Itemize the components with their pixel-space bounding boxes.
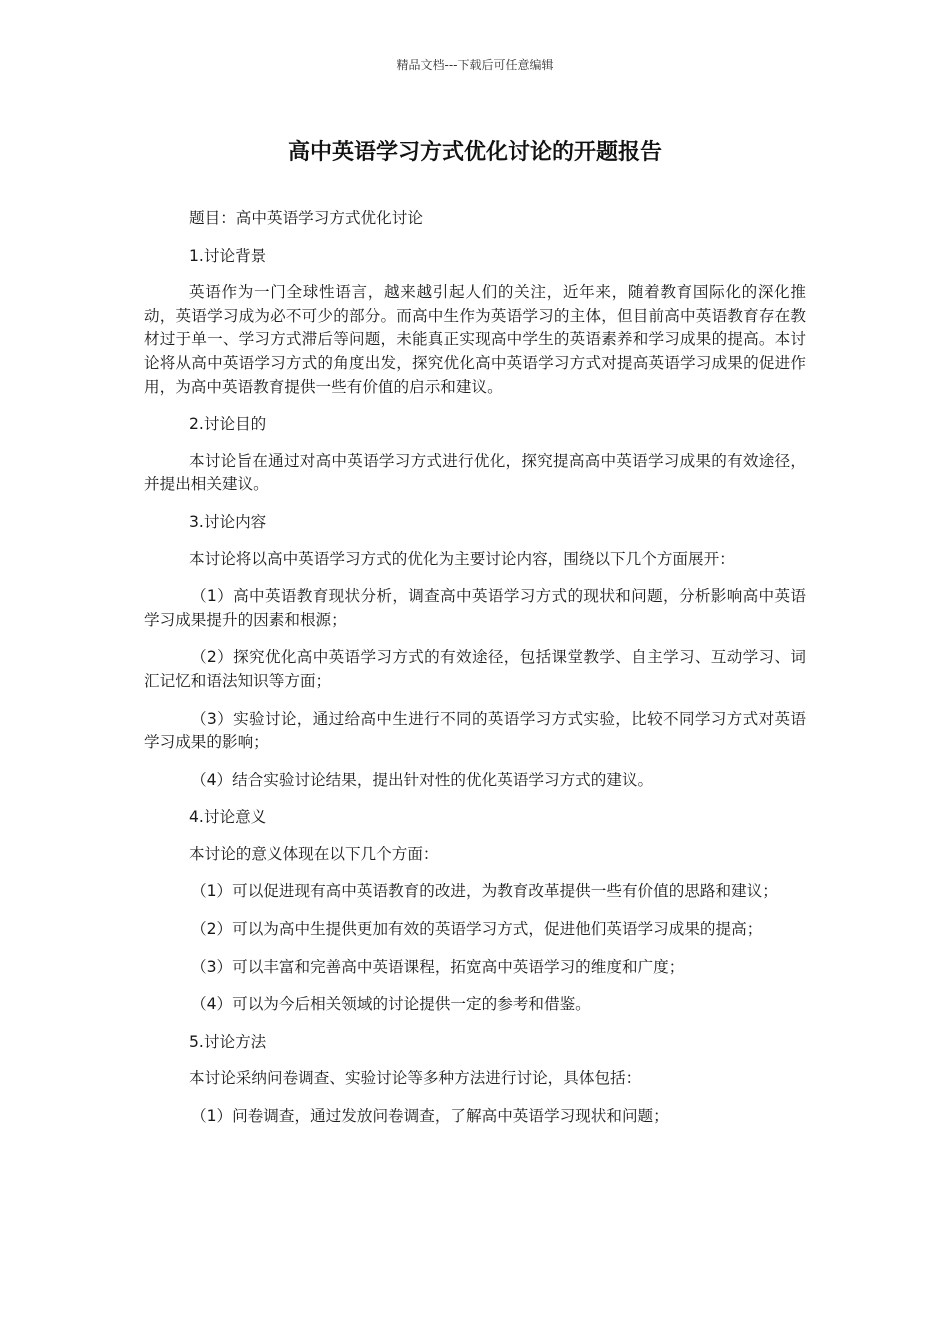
paragraph: 本讨论旨在通过对高中英语学习方式进行优化，探究提高高中英语学习成果的有效途径，并提出相关建议。 [144, 451, 806, 494]
list-item: （3）实验讨论，通过给高中生进行不同的英语学习方式实验，比较不同学习方式对英语学习成果的影响； [144, 709, 806, 752]
list-item: （1）可以促进现有高中英语教育的改进，为教育改革提供一些有价值的思路和建议； [191, 882, 778, 901]
section-heading: 5.讨论方法 [189, 1032, 267, 1051]
list-item: （1）问卷调查，通过发放问卷调查，了解高中英语学习现状和问题； [191, 1107, 669, 1126]
document-title: 高中英语学习方式优化讨论的开题报告 [287, 140, 662, 165]
list-item: （2）探究优化高中英语学习方式的有效途径，包括课堂教学、自主学习、互动学习、词汇记忆和语法知识等方面； [144, 648, 806, 690]
list-item: （2）可以为高中生提供更加有效的英语学习方式，促进他们英语学习成果的提高； [191, 920, 763, 939]
paragraph: 英语作为一门全球性语言，越来越引起人们的关注，近年来，随着教育国际化的深化推动，英语学习成为必不可少的部分。而高中生作为英语学习的主体，但目前高中英语教育存在教材过于单一、学习方式滞后等问题，未能真正实现高中学生的英语素养和学习成果的提高。本讨论将从高中英语学习方式的角度出发，探究优化高中英语学习方式对提高英语学习成果的促进作用，为高中英语教育提供一些有价值的启示和建议。 [144, 283, 806, 396]
section-heading: 2.讨论目的 [189, 415, 267, 434]
list-item: （4）可以为今后相关领域的讨论提供一定的参考和借鉴。 [191, 995, 591, 1014]
section-heading: 1.讨论背景 [189, 246, 267, 265]
list-item: （4）结合实验讨论结果，提出针对性的优化英语学习方式的建议。 [191, 770, 654, 789]
paragraph: 本讨论将以高中英语学习方式的优化为主要讨论内容，围绕以下几个方面展开： [189, 549, 735, 568]
list-item: （3）可以丰富和完善高中英语课程，拓宽高中英语学习的维度和广度； [191, 957, 685, 976]
section-heading: 4.讨论意义 [189, 808, 267, 827]
paragraph: 本讨论采纳问卷调查、实验讨论等多种方法进行讨论，具体包括： [189, 1069, 642, 1088]
section-heading: 3.讨论内容 [189, 512, 267, 531]
list-item: （1）高中英语教育现状分析，调查高中英语学习方式的现状和问题，分析影响高中英语学习成果提升的因素和根源； [144, 587, 806, 629]
document-body [144, 207, 806, 1143]
paragraph: 本讨论的意义体现在以下几个方面： [189, 844, 439, 863]
header-note: 精品文档---下载后可任意编辑 [396, 58, 554, 72]
paragraph: 题目：高中英语学习方式优化讨论 [189, 209, 423, 227]
